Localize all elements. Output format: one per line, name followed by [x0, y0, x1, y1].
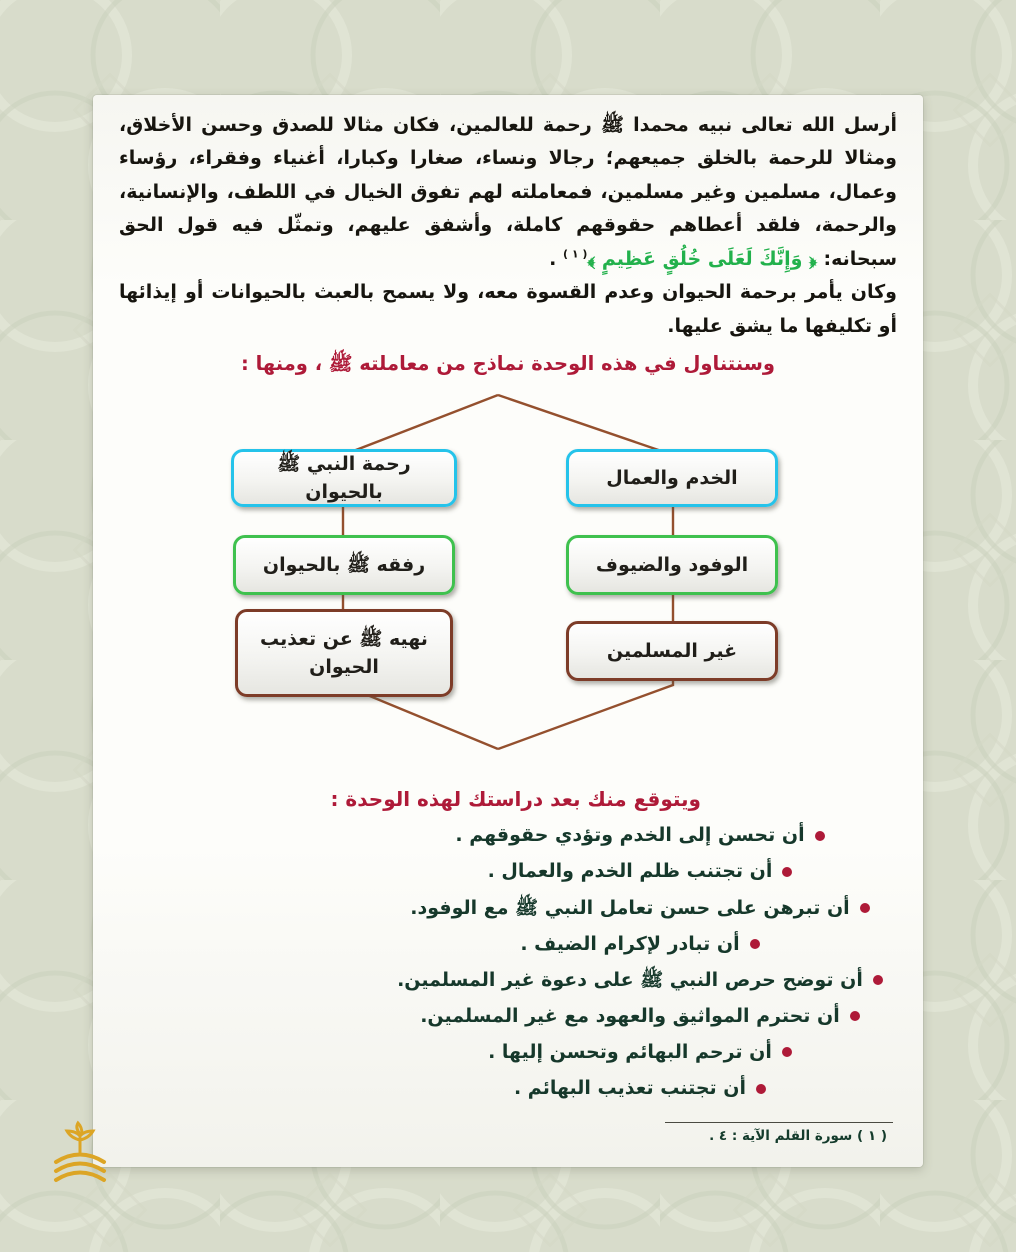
objective-text: أن تبادر لإكرام الضيف .: [520, 932, 740, 955]
footnote-text: ( ١ ) سورة القلم الآية : ٤ .: [709, 1128, 887, 1145]
ministry-logo: [50, 1118, 110, 1190]
objective-item: [383, 926, 897, 962]
bullet-icon: [756, 1084, 766, 1094]
box-prohibition-animal-torture: نهيه ﷺ عن تعذيب الحيوان: [235, 609, 453, 697]
bullet-icon: [873, 975, 883, 985]
unit-topics-diagram: [93, 389, 923, 763]
objective-item: [383, 1034, 897, 1070]
bullet-icon: [860, 903, 870, 913]
objective-item: [383, 890, 897, 926]
verse-footnote-ref: ( ١ ): [563, 247, 588, 261]
box-delegations-and-guests: الوفود والضيوف: [566, 535, 778, 595]
objective-item: [383, 998, 897, 1034]
footnote-divider: [665, 1122, 893, 1123]
verse-tail: .: [549, 247, 564, 270]
objectives-heading: ويتوقع منك بعد دراستك لهذه الوحدة :: [330, 787, 701, 812]
objective-item: [383, 962, 897, 998]
content-card: [93, 95, 923, 1167]
objective-text: أن تجتنب تعذيب البهائم .: [513, 1077, 747, 1100]
box-kindness-to-animals: رفقه ﷺ بالحيوان: [233, 535, 455, 595]
logo-palm: [67, 1123, 93, 1152]
intro-paragraph: [119, 109, 897, 276]
bullet-icon: [850, 1011, 860, 1021]
objective-text: أن توضح حرص النبي ﷺ على دعوة غير المسلمين.: [397, 968, 863, 991]
lesson-text-block: [93, 95, 923, 381]
objective-text: أن تجتنب ظلم الخدم والعمال .: [487, 860, 773, 883]
hexagon-frame: [93, 389, 923, 763]
intro-text: أرسل الله تعالى نبيه محمدا ﷺ رحمة للعالمين، فكان مثالا للصدق وحسن الأخلاق، ومثالا للرحمة بالخلق جميعهم؛ رجالا ونساء، صغارا وكبارا، أغنياء وفقراء، رؤساء وعمال، مسلمين وغير مسلمين، فمعاملته لهم تفوق الخيال في اللطف، والإنسانية، والرحمة، فلقد أعطاهم حقوقهم كاملة، وأشفق عليهم، وتمثّل فيه قول الحق سبحانه:: [119, 114, 897, 270]
objective-text: أن ترحم البهائم وتحسن إليها .: [488, 1040, 772, 1063]
objective-text: أن تحسن إلى الخدم وتؤدي حقوقهم .: [455, 824, 805, 847]
objectives-list: [119, 817, 897, 1106]
unit-intro-heading: وسنتناول في هذه الوحدة نماذج من معاملته ﷺ ، ومنها :: [240, 352, 775, 376]
animals-paragraph: وكان يأمر برحمة الحيوان وعدم القسوة معه، ولا يسمح بالعبث بالحيوانات أو إيذائها أو تكليفها ما يشق عليها.: [119, 281, 897, 337]
objectives-section: [93, 787, 923, 1106]
box-servants-and-workers: الخدم والعمال: [566, 449, 778, 507]
objective-text: أن تحترم المواثيق والعهود مع غير المسلمين.: [420, 1004, 840, 1027]
bullet-icon: [782, 1047, 792, 1057]
quran-verse: ﴿ وَإِنَّكَ لَعَلَى خُلُقٍ عَظِيمٍ ﴾: [587, 247, 817, 270]
objective-item: [383, 817, 897, 853]
box-prophet-mercy-animals: رحمة النبي ﷺ بالحيوان: [231, 449, 457, 507]
bullet-icon: [750, 939, 760, 949]
objective-item: [383, 1070, 897, 1106]
bullet-icon: [782, 867, 792, 877]
box-non-muslims: غير المسلمين: [566, 621, 778, 681]
bullet-icon: [815, 831, 825, 841]
objective-item: [383, 853, 897, 889]
objective-text: أن تبرهن على حسن تعامل النبي ﷺ مع الوفود.: [410, 896, 850, 919]
logo-book-lines: [56, 1155, 104, 1181]
footnote-area: [93, 1122, 893, 1144]
